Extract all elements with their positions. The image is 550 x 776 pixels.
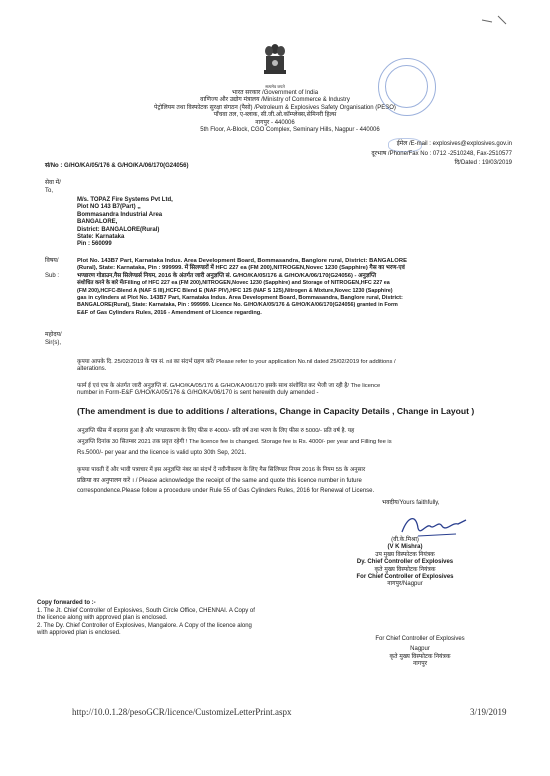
subject-line-1: Plot No. 143B7 Part, Karnataka Indus. Area Development Board, Bommasandra, Banglore rural, District: BANGALORE (77, 258, 407, 264)
letter-number: सं/No : G/HO/KA/05/176 & G/HO/KA/06/170(G24056) (45, 163, 189, 169)
pen-mark (480, 10, 510, 30)
header-line-1: भारत सरकार /Government of India (231, 90, 319, 96)
address-line-2: Plot NO 143 B7(Part) ,, (77, 204, 141, 211)
subject-block (77, 258, 407, 317)
office-stamp-icon (378, 58, 436, 116)
to-label-hi: सेवा में/ (45, 180, 61, 186)
bottom-line-4: नागपुर (412, 661, 428, 668)
emblem-caption: सत्यमेव जयते (265, 84, 285, 89)
signatory-block (350, 537, 460, 589)
para4-line-2: प्रक्रिया का अनुपालन करें । / Please acknowledge the receipt of the same and quote this licence number in future (77, 477, 362, 484)
copy-item-2a: 2. The Dy. Chief Controller of Explosives, Mangalore. A Copy of the licence along (37, 622, 252, 629)
copy-item-1a: 1. The Jt. Chief Controller of Explosives, South Circle Office, CHENNAI. A Copy of (37, 608, 255, 614)
to-label: To, (45, 188, 54, 194)
copy-item-1b: the licence along with approved plan is enclosed. (37, 615, 168, 622)
para4-line-3: correspondence.Please follow a procedure under Rule 55 of Gas Cylinders Rules, 2016 for Renewal of License. (77, 488, 375, 494)
header-line-2: वाणिज्य और उद्योग मंत्रालय /Ministry of Commerce & Industry (200, 97, 350, 104)
subject-line-7: BANGALORE(Rural), State: Karnataka, Pin : 999999. Licence No. G/HO/KA/05/176 & G/HO/KA/06/170(G24056) granted in Form (77, 302, 398, 309)
para2-line-2: number in Form-E&F G/HO/KA/05/176 & G/HO/KA/06/170 is sent herewith duly amended - (77, 390, 319, 397)
subject-line-5: (FM 200),HCFC-Blend A (NAF S III),HCFC Blend E (NAF PIV),HFC 125 (NAF S 125),Nitrogen & Mixture,Novec 1230 (Sapphire) (77, 287, 393, 294)
address-line-3: Bommasandra Industrial Area (77, 211, 163, 218)
header-line-3: पेट्रोलियम तथा विस्फोटक सुरक्षा संगठन (पैसो) /Petroleum & Explosives Safety Organisation (PESO) (154, 104, 396, 111)
copy-heading: Copy forwarded to :- (37, 600, 96, 606)
header-line-6: 5th Floor, A-Block, CGO Complex, Seminary Hills, Nagpur - 440006 (200, 127, 380, 134)
yours-faithfully: भवदीय/Yours faithfully, (382, 500, 440, 506)
subject-line-3: भण्डारण गोडाउन,गैस सिलेण्डर्स नियम, 2016 के अंतर्गत जारी अनुज्ञप्ति सं. G/HO/KA/05/176 & G/HO/KA/06/170(G24056) - अनुज्ञप्ति (77, 272, 377, 279)
address-line-1: M/s. TOPAZ Fire Systems Pvt Ltd, (77, 197, 173, 203)
subject-line-8: E&F of Gas Cylinders Rules, 2016 - Amendment of Licence regarding. (77, 309, 262, 316)
para3-line-1: अनुज्ञप्ति फीस में बदलाव हुआ है और भण्डारकरण के लिए फीस रु 4000/- प्रति वर्ष तथा भरण के लिए फीस रु 5000/- प्रति वर्ष है. यह (77, 428, 355, 434)
email-line: ईमेल /E-mail : explosives@explosives.gov.in (396, 141, 512, 147)
footer-url: http://10.0.1.28/pesoGCR/licence/CustomizeLetterPrint.aspx (72, 707, 292, 717)
national-emblem-icon (261, 42, 289, 82)
address-line-5: District: BANGALORE(Rural) (77, 226, 160, 233)
bottom-line-2: Nagpur (410, 646, 430, 653)
date-line: दि/Dated : 19/03/2019 (454, 160, 512, 166)
amendment-note: (The amendment is due to additions / alterations, Change in Capacity Details , Change in Layout ) (77, 406, 475, 416)
signatory-title: Dy. Chief Controller of Explosives (356, 559, 454, 566)
copy-item-2b: with approved plan is enclosed. (37, 630, 121, 637)
subject-label-hi: विषय/ (45, 258, 59, 264)
subject-line-4: संशोधित करने के बारे में/Filling of HFC 227 ea (FM 200),NITROGEN,Novec 1230 (Sapphire) and Storage of NITROGEN,HFC 227 ea (77, 280, 390, 287)
header-line-4: पाँचवा तल, ए-ब्लाक, सी.जी.ओ.कॉम्प्लेक्स,सेमिनरी हिल्स (213, 112, 337, 119)
signatory-for-hi: कृते मुख्य विस्फोटक नियंत्रक (374, 566, 436, 573)
signatory-name-hi: (वी.के.मिश्रा) (391, 537, 419, 543)
para2-line-1: फार्म ई एवं एफ के अंतर्गत जारी अनुज्ञप्ति सं. G/HO/KA/05/176 & G/HO/KA/06/170 इसके साथ संशोधित कर भेजी जा रही है/ The licence (77, 383, 381, 389)
salutation-hi: महोदय/ (45, 332, 62, 338)
copy-list (37, 608, 255, 638)
bottom-signature-block (360, 636, 480, 669)
subject-line-2: (Rural), State: Karnataka, Pin : 999999. में सिलण्डरों में HFC 227 ea (FM 200),NITROGEN,Novec 1230 (Sapphire) गैस का भरण-एवं (77, 265, 405, 272)
address-line-6: State: Karnataka (77, 234, 125, 241)
header-line-5: नागपुर - 440006 (255, 119, 295, 126)
signatory-title-hi: उप मुख्य विस्फोटक नियंत्रक (375, 551, 435, 558)
paragraph-1 (77, 359, 396, 374)
para3-line-3: Rs.5000/- per year and the licence is valid upto 30th Sep, 2021. (77, 450, 247, 456)
subject-label: Sub : (45, 273, 60, 279)
para1-line-2: alterations. (77, 366, 107, 373)
salutation: Sir(s), (45, 340, 61, 346)
subject-line-6: gas in cylinders at Plot No. 143B7 Part, Karnataka Indus. Area Development Board, Bommasandra, Banglore rural, District: (77, 295, 403, 302)
bottom-line-3: कृते मुख्य विस्फोटक नियंत्रक (389, 653, 451, 660)
address-line-4: BANGALORE, (77, 219, 118, 226)
address-block (77, 197, 173, 249)
para4-line-1: कृपया पावती दें और भावी पत्राचार में इस अनुज्ञप्ति नंबर का संदर्भ दें नवीनीकरण के लिए गैस सिलिण्डर नियम 2016 के नियम 55 के अनुसार (77, 467, 366, 473)
phone-line: दूरभाष /Phone/Fax No : 0712 -2510248, Fax-2510577 (371, 151, 512, 157)
signatory-for: For Chief Controller of Explosives (356, 574, 454, 581)
paragraph-3 (77, 426, 392, 459)
paragraph-4 (77, 465, 374, 497)
paragraph-2 (77, 383, 380, 398)
signatory-name: (V K Mishra) (387, 544, 423, 551)
signatory-city: नागपुर/Nagpur (387, 581, 423, 588)
para3-line-2: अनुज्ञप्ति दिनांक 30 सितम्बर 2021 तक प्रवृत्त रहेगी ! The licence fee is changed. Storage fee is Rs. 4000/- per year and Filling fee is (77, 439, 392, 445)
para1-line-1: कृपया आपके दि. 25/02/2019 के पत्र सं. nil का संदर्भ ग्रहण करें/ Please refer to your application No.nil dated 25/02/2019 for additions / (77, 359, 396, 365)
bottom-line-1: For Chief Controller of Explosives (375, 636, 465, 642)
address-line-7: Pin : 560099 (77, 241, 112, 248)
footer-date: 3/19/2019 (470, 707, 507, 717)
